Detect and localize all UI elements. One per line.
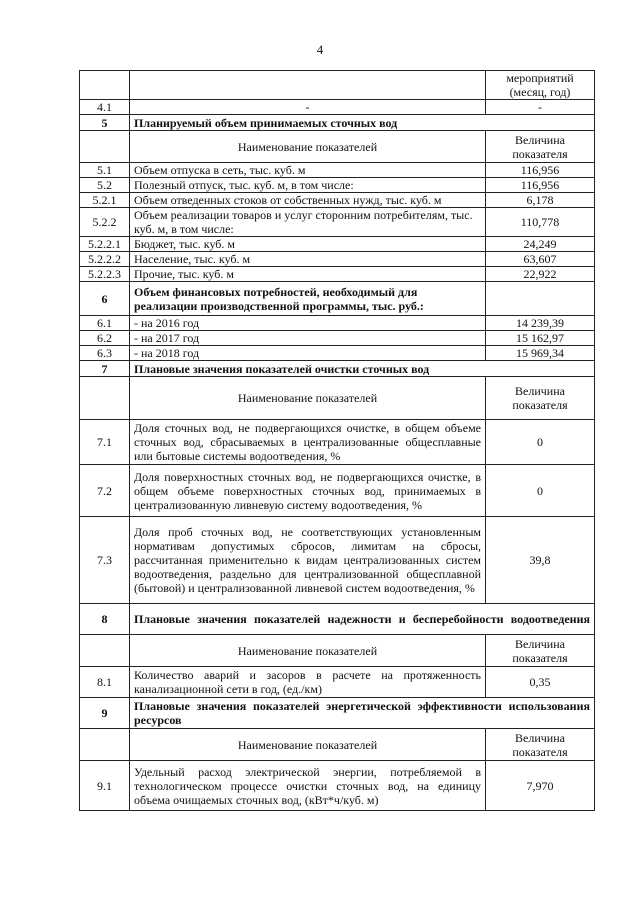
row-number: 5.2.1 <box>80 193 130 208</box>
table-row <box>80 193 595 208</box>
row-text <box>130 71 486 100</box>
table-row <box>80 761 595 811</box>
table-row <box>80 71 595 100</box>
section-number: 7 <box>80 361 130 377</box>
row-value: 0,35 <box>486 667 595 698</box>
row-number: 5.1 <box>80 163 130 178</box>
empty-cell <box>80 729 130 761</box>
row-text: Удельный расход электрической энергии, потребляемой в технологическом процессе очистки сточных вод, на единицу объема очищаемых сточных вод, (кВт*ч/куб. м) <box>130 761 486 811</box>
row-text: Доля поверхностных сточных вод, не подвергающихся очистке, в общем объеме поверхностных сточных вод, принимаемых в централизованную ливневую систему водоотведения, % <box>130 465 486 517</box>
row-value: 116,956 <box>486 178 595 193</box>
row-number: 6.3 <box>80 346 130 361</box>
row-text: - на 2017 год <box>130 331 486 346</box>
table-row <box>80 237 595 252</box>
column-header-name: Наименование показателей <box>130 131 486 163</box>
row-value: 110,778 <box>486 208 595 237</box>
row-number: 5.2.2 <box>80 208 130 237</box>
table-row <box>80 100 595 115</box>
row-text: Объем реализации товаров и услуг сторонним потребителям, тыс. куб. м, в том числе: <box>130 208 486 237</box>
row-value: 24,249 <box>486 237 595 252</box>
row-text: Доля проб сточных вод, не соответствующих установленным нормативам допустимых сбросов, лимитам на сбросы, рассчитанная применительно к видам централизованных систем водоотведения, раздельно для централизованной общесплавной (бытовой) и централизованной ливневой систем водоотведения, % <box>130 517 486 604</box>
table-row <box>80 517 595 604</box>
column-header-row <box>80 729 595 761</box>
section-header-row <box>80 604 595 635</box>
row-value: 7,970 <box>486 761 595 811</box>
table-row <box>80 163 595 178</box>
row-number: 7.1 <box>80 420 130 465</box>
table-row <box>80 667 595 698</box>
row-number: 6.1 <box>80 316 130 331</box>
row-value: 63,607 <box>486 252 595 267</box>
row-number: 5.2 <box>80 178 130 193</box>
section-title: Плановые значения показателей надежности и бесперебойности водоотведения <box>130 604 595 635</box>
row-number: 5.2.2.2 <box>80 252 130 267</box>
row-text: Количество аварий и засоров в расчете на протяженность канализационной сети в год, (ед./км) <box>130 667 486 698</box>
row-value: 22,922 <box>486 267 595 282</box>
row-text: - на 2016 год <box>130 316 486 331</box>
section-number: 5 <box>80 115 130 131</box>
column-header-row <box>80 131 595 163</box>
row-value: мероприятий (месяц, год) <box>486 71 595 100</box>
row-value: - <box>486 100 595 115</box>
table-row <box>80 331 595 346</box>
row-text: - на 2018 год <box>130 346 486 361</box>
column-header-value: Величина показателя <box>486 377 595 420</box>
row-number <box>80 71 130 100</box>
row-value: 6,178 <box>486 193 595 208</box>
empty-cell <box>80 635 130 667</box>
table-row <box>80 208 595 237</box>
section-title: Плановые значения показателей очистки сточных вод <box>130 361 595 377</box>
row-number: 4.1 <box>80 100 130 115</box>
section-number: 9 <box>80 698 130 729</box>
page-number: 4 <box>316 42 324 57</box>
empty-cell <box>80 377 130 420</box>
row-number: 6.2 <box>80 331 130 346</box>
section-header-row <box>80 115 595 131</box>
section-header-row <box>80 361 595 377</box>
table-row <box>80 178 595 193</box>
column-header-name: Наименование показателей <box>130 377 486 420</box>
row-number: 9.1 <box>80 761 130 811</box>
row-value: 39,8 <box>486 517 595 604</box>
row-text: Полезный отпуск, тыс. куб. м, в том числе: <box>130 178 486 193</box>
row-text: Доля сточных вод, не подвергающихся очистке, в общем объеме сточных вод, сбрасываемых в централизованные общесплавные или бытовые системы водоотведения, % <box>130 420 486 465</box>
row-text: Объем отпуска в сеть, тыс. куб. м <box>130 163 486 178</box>
row-number: 7.2 <box>80 465 130 517</box>
table-row <box>80 346 595 361</box>
section-title: Планируемый объем принимаемых сточных вод <box>130 115 595 131</box>
row-value: 15 969,34 <box>486 346 595 361</box>
column-header-row <box>80 635 595 667</box>
row-number: 5.2.2.1 <box>80 237 130 252</box>
row-text: - <box>130 100 486 115</box>
column-header-value: Величина показателя <box>486 131 595 163</box>
row-number: 7.3 <box>80 517 130 604</box>
row-value: 116,956 <box>486 163 595 178</box>
column-header-row <box>80 377 595 420</box>
row-value <box>486 282 595 316</box>
section-number: 6 <box>80 282 130 316</box>
empty-cell <box>80 131 130 163</box>
column-header-name: Наименование показателей <box>130 729 486 761</box>
section-number: 8 <box>80 604 130 635</box>
row-value: 14 239,39 <box>486 316 595 331</box>
table-row <box>80 420 595 465</box>
column-header-value: Величина показателя <box>486 729 595 761</box>
row-value: 0 <box>486 420 595 465</box>
row-text: Прочие, тыс. куб. м <box>130 267 486 282</box>
row-text: Бюджет, тыс. куб. м <box>130 237 486 252</box>
table-row <box>80 267 595 282</box>
section-header-row <box>80 282 595 316</box>
row-value: 15 162,97 <box>486 331 595 346</box>
table-row <box>80 465 595 517</box>
column-header-value: Величина показателя <box>486 635 595 667</box>
indicators-table <box>79 70 595 811</box>
table-row <box>80 252 595 267</box>
section-header-row <box>80 698 595 729</box>
section-title: Плановые значения показателей энергетической эффективности использования ресурсов <box>130 698 595 729</box>
row-number: 8.1 <box>80 667 130 698</box>
row-text: Население, тыс. куб. м <box>130 252 486 267</box>
row-text: Объем отведенных стоков от собственных нужд, тыс. куб. м <box>130 193 486 208</box>
column-header-name: Наименование показателей <box>130 635 486 667</box>
row-number: 5.2.2.3 <box>80 267 130 282</box>
table-row <box>80 316 595 331</box>
row-value: 0 <box>486 465 595 517</box>
section-title: Объем финансовых потребностей, необходимый для реализации производственной программы, тыс. руб.: <box>130 282 486 316</box>
